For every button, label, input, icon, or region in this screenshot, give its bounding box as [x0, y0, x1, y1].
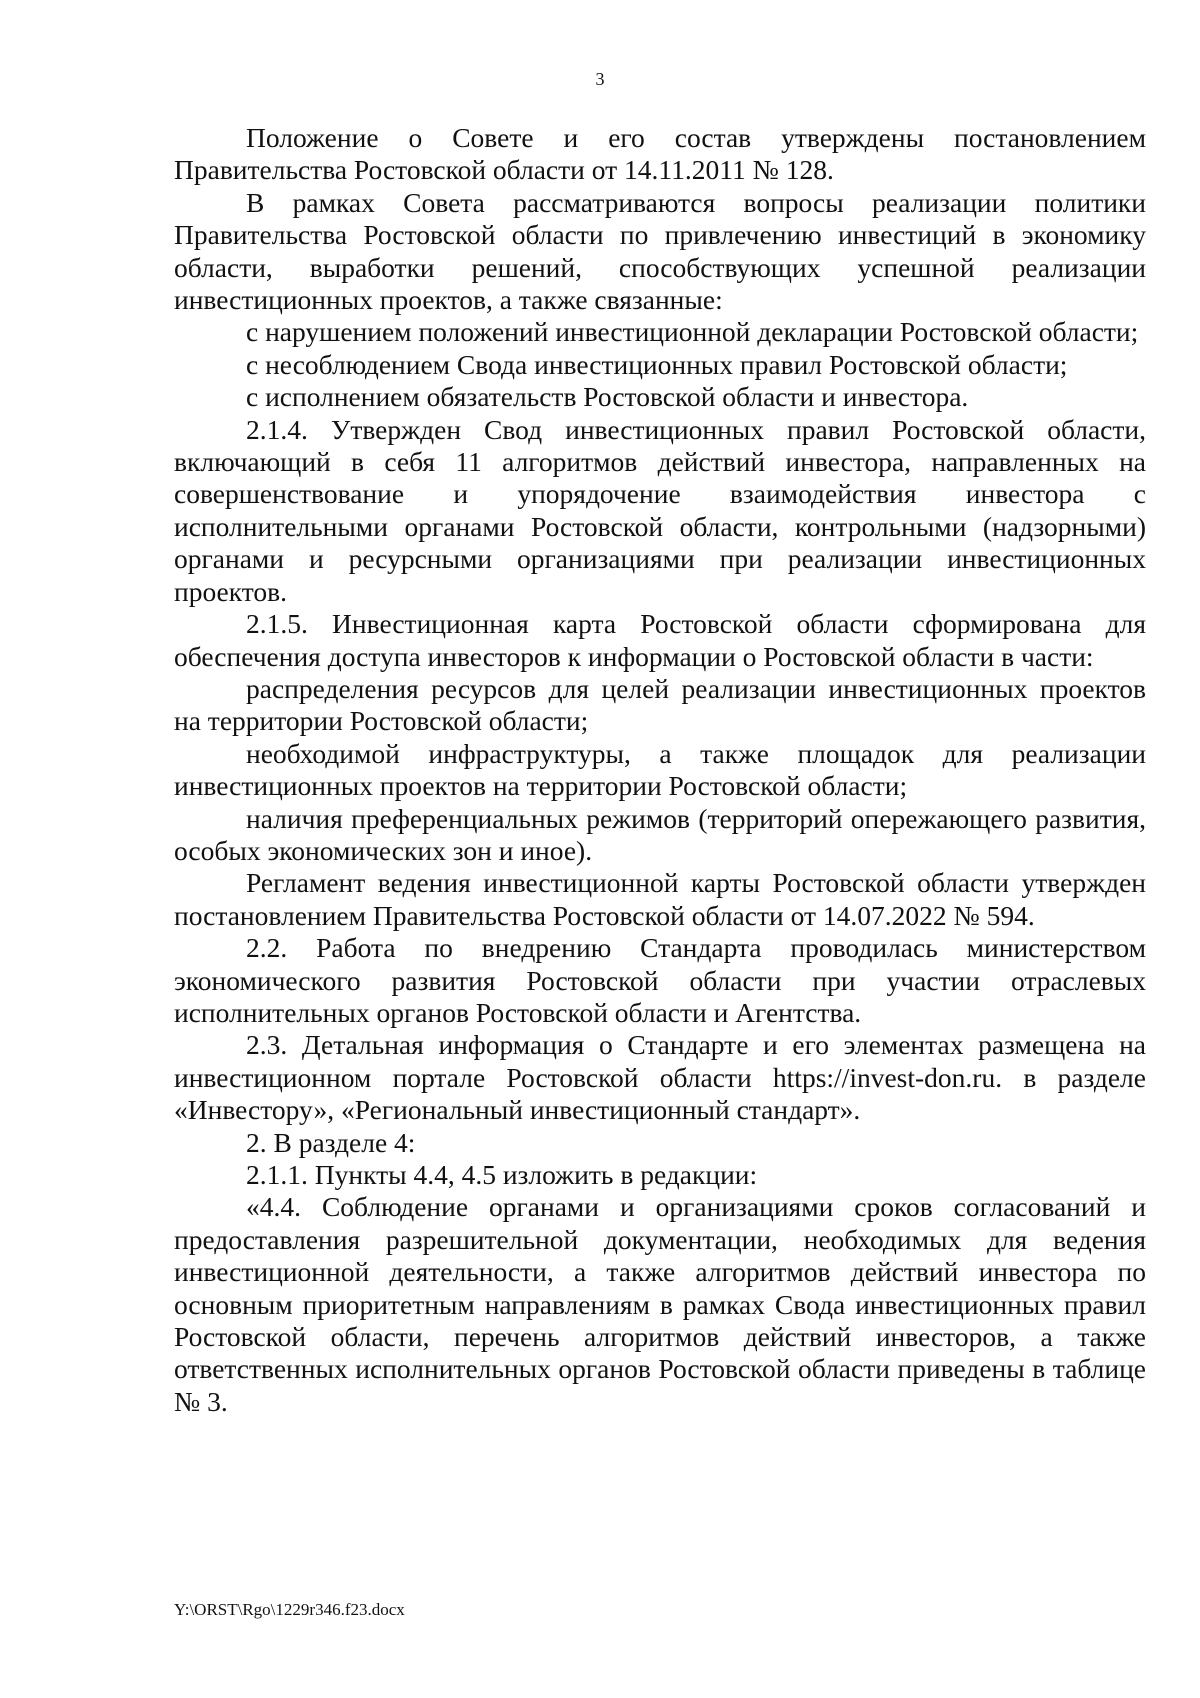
paragraph-resource-distribution: распределения ресурсов для целей реализации инвестиционных проектов на территории Ростовской области; — [174, 672, 1146, 737]
paragraph-2-1-1: 2.1.1. Пункты 4.4, 4.5 изложить в редакции: — [246, 1159, 758, 1190]
paragraph-2-1-4: 2.1.4. Утвержден Свод инвестиционных правил Ростовской области, включающий в себя 11 алгоритмов действий инвестора, направленных на совершенствование и упорядочение взаимодействия инвестора с исполнительными органами Ростовской области, контрольными (надзорными) органами и ресурсными организациями при реализации инвестиционных проектов. — [174, 413, 1146, 607]
paragraph-council-scope: В рамках Совета рассматриваются вопросы реализации политики Правительства Ростовской области по привлечению инвестиций в экономику области, выработки решений, способствующих успешной реализации инвестиционных проектов, а также связанные: — [174, 186, 1146, 316]
paragraph-infrastructure: необходимой инфраструктуры, а также площадок для реализации инвестиционных проектов на территории Ростовской области; — [174, 737, 1146, 802]
paragraph-2-1-5: 2.1.5. Инвестиционная карта Ростовской области сформирована для обеспечения доступа инвесторов к информации о Ростовской области в части: — [174, 608, 1146, 672]
paragraph-declaration-violation: с нарушением положений инвестиционной декларации Ростовской области; — [246, 316, 1139, 348]
document-body — [174, 122, 1146, 1418]
paragraph-rules-noncompliance: с несоблюдением Свода инвестиционных правил Ростовской области; — [246, 348, 1068, 380]
footer-file-path: Y:\ORST\Rgo\1229r346.f23.docx — [174, 1600, 405, 1619]
paragraph-council-regulation: Положение о Совете и его состав утверждены постановлением Правительства Ростовской области от 14.11.2011 № 128. — [174, 122, 1146, 186]
paragraph-4-4: «4.4. Соблюдение органами и организациями сроков согласований и предоставления разрешительной документации, необходимых для ведения инвестиционной деятельности, а также алгоритмов действий инвестора по основным приоритетным направлениям в рамках Свода инвестиционных правил Ростовской области, перечень алгоритмов действий инвесторов, а также ответственных исполнительных органов Ростовской области приведены в таблице № 3. — [174, 1191, 1146, 1417]
paragraph-map-regulation: Регламент ведения инвестиционной карты Ростовской области утвержден постановлением Правительства Ростовской области от 14.07.2022 № 594. — [174, 867, 1146, 931]
paragraph-preferential-regimes: наличия преференциальных режимов (территорий опережающего развития, особых экономических зон и иное). — [174, 802, 1146, 866]
paragraph-2-3: 2.3. Детальная информация о Стандарте и его элементах размещена на инвестиционном портале Ростовской области https://invest-don.ru. в разделе «Инвестору», «Региональный инвестиционный стандарт». — [174, 1029, 1146, 1126]
paragraph-section-4: 2. В разделе 4: — [246, 1126, 416, 1158]
page-number: 3 — [595, 69, 605, 89]
paragraph-2-2: 2.2. Работа по внедрению Стандарта проводилась министерством экономического развития Ростовской области при участии отраслевых исполнительных органов Ростовской области и Агентства. — [174, 932, 1146, 1028]
paragraph-obligations: с исполнением обязательств Ростовской области и инвестора. — [246, 381, 969, 413]
